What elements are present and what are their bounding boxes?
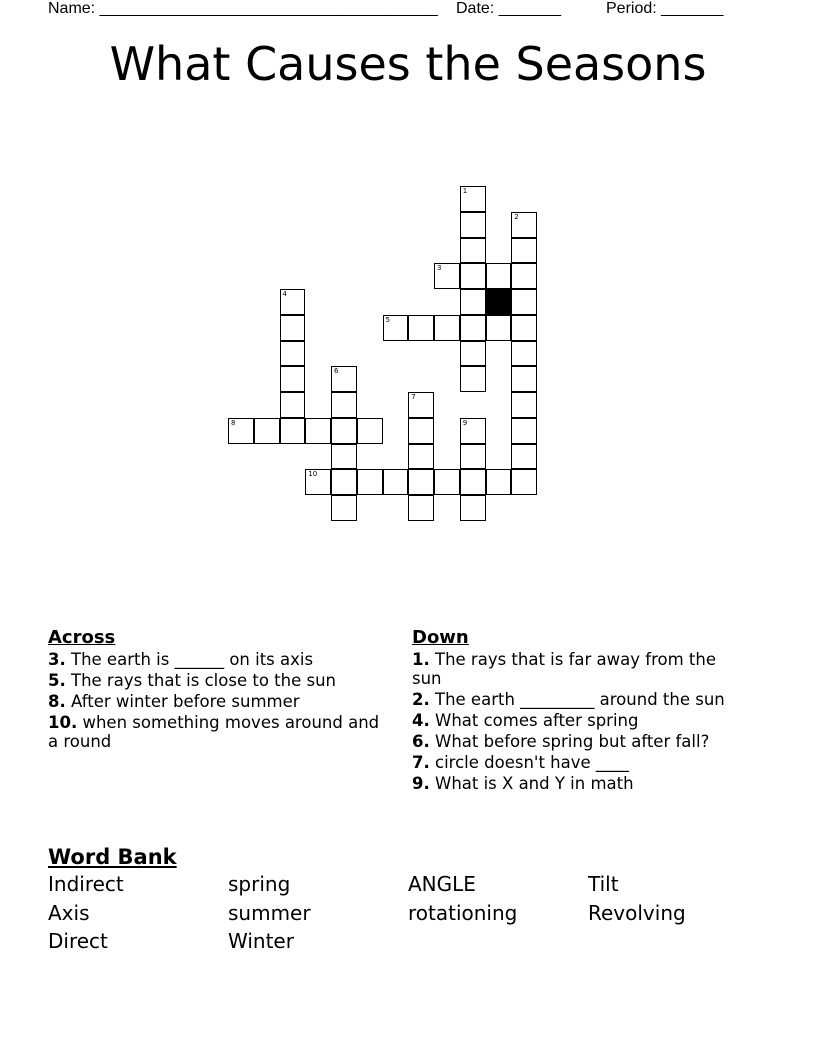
crossword-cell[interactable] bbox=[511, 212, 537, 238]
crossword-cell[interactable] bbox=[331, 392, 357, 418]
crossword-cell[interactable] bbox=[408, 444, 434, 470]
crossword-cell[interactable] bbox=[460, 418, 486, 444]
crossword-cell[interactable] bbox=[460, 366, 486, 392]
crossword-cell[interactable] bbox=[280, 366, 306, 392]
crossword-cell[interactable] bbox=[511, 418, 537, 444]
clue-number: 4 bbox=[282, 290, 287, 298]
down-clue: 1. The rays that is far away from the sun bbox=[412, 650, 717, 688]
crossword-cell[interactable] bbox=[280, 392, 306, 418]
crossword-cell[interactable] bbox=[331, 444, 357, 470]
crossword-cell[interactable] bbox=[408, 469, 434, 495]
page-title: What Causes the Seasons bbox=[109, 37, 707, 91]
down-clue: 7. circle doesn't have ____ bbox=[412, 753, 629, 772]
down-heading: Down bbox=[412, 627, 469, 648]
crossword-cell[interactable] bbox=[511, 444, 537, 470]
crossword-cell[interactable] bbox=[434, 263, 460, 289]
crossword-cell[interactable] bbox=[408, 495, 434, 521]
crossword-cell[interactable] bbox=[305, 418, 331, 444]
crossword-cell[interactable] bbox=[511, 341, 537, 367]
clue-number: 6 bbox=[334, 367, 339, 376]
word-bank-row bbox=[48, 929, 768, 958]
crossword-cell[interactable] bbox=[331, 469, 357, 495]
crossword-cell[interactable] bbox=[434, 315, 460, 341]
crossword-cell[interactable] bbox=[228, 418, 254, 444]
crossword-cell[interactable] bbox=[460, 289, 486, 315]
clue-number: 7 bbox=[411, 393, 416, 401]
black-square bbox=[486, 289, 512, 315]
clue-number: 8 bbox=[231, 418, 236, 427]
clue-number: 10 bbox=[308, 470, 318, 479]
crossword-cell[interactable] bbox=[254, 418, 280, 444]
crossword-cell[interactable] bbox=[460, 315, 486, 341]
crossword-cell[interactable] bbox=[331, 495, 357, 521]
clue-number: 5 bbox=[385, 315, 390, 324]
crossword-cell[interactable] bbox=[511, 289, 537, 315]
word-bank-word: Tilt bbox=[588, 872, 619, 896]
crossword-cell[interactable] bbox=[511, 469, 537, 495]
crossword-cell[interactable] bbox=[460, 469, 486, 495]
across-clue: 10. when something moves around and a round bbox=[48, 713, 380, 751]
word-bank-word: Revolving bbox=[588, 900, 686, 925]
crossword-cell[interactable] bbox=[357, 469, 383, 495]
crossword-cell[interactable] bbox=[511, 315, 537, 341]
word-bank-word: Winter bbox=[228, 929, 294, 953]
word-bank-word: rotationing bbox=[408, 900, 518, 925]
word-bank-row bbox=[48, 901, 768, 930]
crossword-cell[interactable] bbox=[460, 444, 486, 470]
crossword-cell[interactable] bbox=[331, 366, 357, 392]
crossword-cell[interactable] bbox=[383, 315, 409, 341]
across-clue: 5. The rays that is close to the sun bbox=[48, 671, 336, 690]
crossword-cell[interactable] bbox=[460, 341, 486, 367]
crossword-cell[interactable] bbox=[357, 418, 383, 444]
word-bank-word: ANGLE bbox=[408, 872, 476, 896]
crossword-cell[interactable] bbox=[460, 238, 486, 264]
name-field[interactable]: Name: ______________________________________ bbox=[48, 0, 438, 17]
across-clue: 3. The earth is ______ on its axis bbox=[48, 650, 314, 669]
across-clue: 8. After winter before summer bbox=[48, 692, 300, 711]
crossword-cell[interactable] bbox=[486, 263, 512, 289]
word-bank-word: summer bbox=[228, 900, 311, 925]
crossword-cell[interactable] bbox=[408, 418, 434, 444]
crossword-cell[interactable] bbox=[280, 315, 306, 341]
down-clue: 2. The earth _________ around the sun bbox=[412, 690, 725, 709]
crossword-cell[interactable] bbox=[460, 263, 486, 289]
crossword-cell[interactable] bbox=[280, 341, 306, 367]
word-bank bbox=[48, 872, 768, 958]
clue-number: 2 bbox=[514, 212, 519, 221]
crossword-grid bbox=[228, 186, 538, 522]
crossword-cell[interactable] bbox=[511, 238, 537, 264]
crossword-cell[interactable] bbox=[408, 392, 434, 418]
crossword-cell[interactable] bbox=[408, 315, 434, 341]
word-bank-word: Indirect bbox=[48, 872, 124, 896]
crossword-cell[interactable] bbox=[511, 263, 537, 289]
word-bank-row bbox=[48, 872, 768, 901]
word-bank-word: Direct bbox=[48, 929, 108, 953]
crossword-cell[interactable] bbox=[511, 366, 537, 392]
crossword-cell[interactable] bbox=[280, 289, 306, 315]
crossword-cell[interactable] bbox=[486, 469, 512, 495]
crossword-cell[interactable] bbox=[305, 469, 331, 495]
down-clue: 6. What before spring but after fall? bbox=[412, 732, 710, 751]
crossword-cell[interactable] bbox=[460, 186, 486, 212]
clue-number: 9 bbox=[462, 418, 468, 427]
crossword-cell[interactable] bbox=[486, 315, 512, 341]
period-field[interactable]: Period: _______ bbox=[606, 0, 724, 17]
down-clues bbox=[412, 628, 742, 795]
crossword-cell[interactable] bbox=[434, 469, 460, 495]
crossword-cell[interactable] bbox=[331, 418, 357, 444]
student-info-line bbox=[48, 0, 768, 20]
across-clues bbox=[48, 628, 393, 753]
down-clue: 4. What comes after spring bbox=[412, 711, 639, 730]
crossword-cell[interactable] bbox=[511, 392, 537, 418]
down-clue: 9. What is X and Y in math bbox=[412, 774, 634, 793]
word-bank-word: Axis bbox=[48, 900, 90, 925]
word-bank-word: spring bbox=[228, 872, 291, 896]
crossword-cell[interactable] bbox=[383, 469, 409, 495]
crossword-cell[interactable] bbox=[460, 495, 486, 521]
clue-number: 3 bbox=[437, 264, 442, 273]
word-bank-title: Word Bank bbox=[48, 845, 177, 869]
across-heading: Across bbox=[48, 627, 116, 648]
clue-number: 1 bbox=[462, 187, 468, 195]
crossword-cell[interactable] bbox=[280, 418, 306, 444]
crossword-cell[interactable] bbox=[460, 212, 486, 238]
date-field[interactable]: Date: _______ bbox=[456, 0, 561, 17]
